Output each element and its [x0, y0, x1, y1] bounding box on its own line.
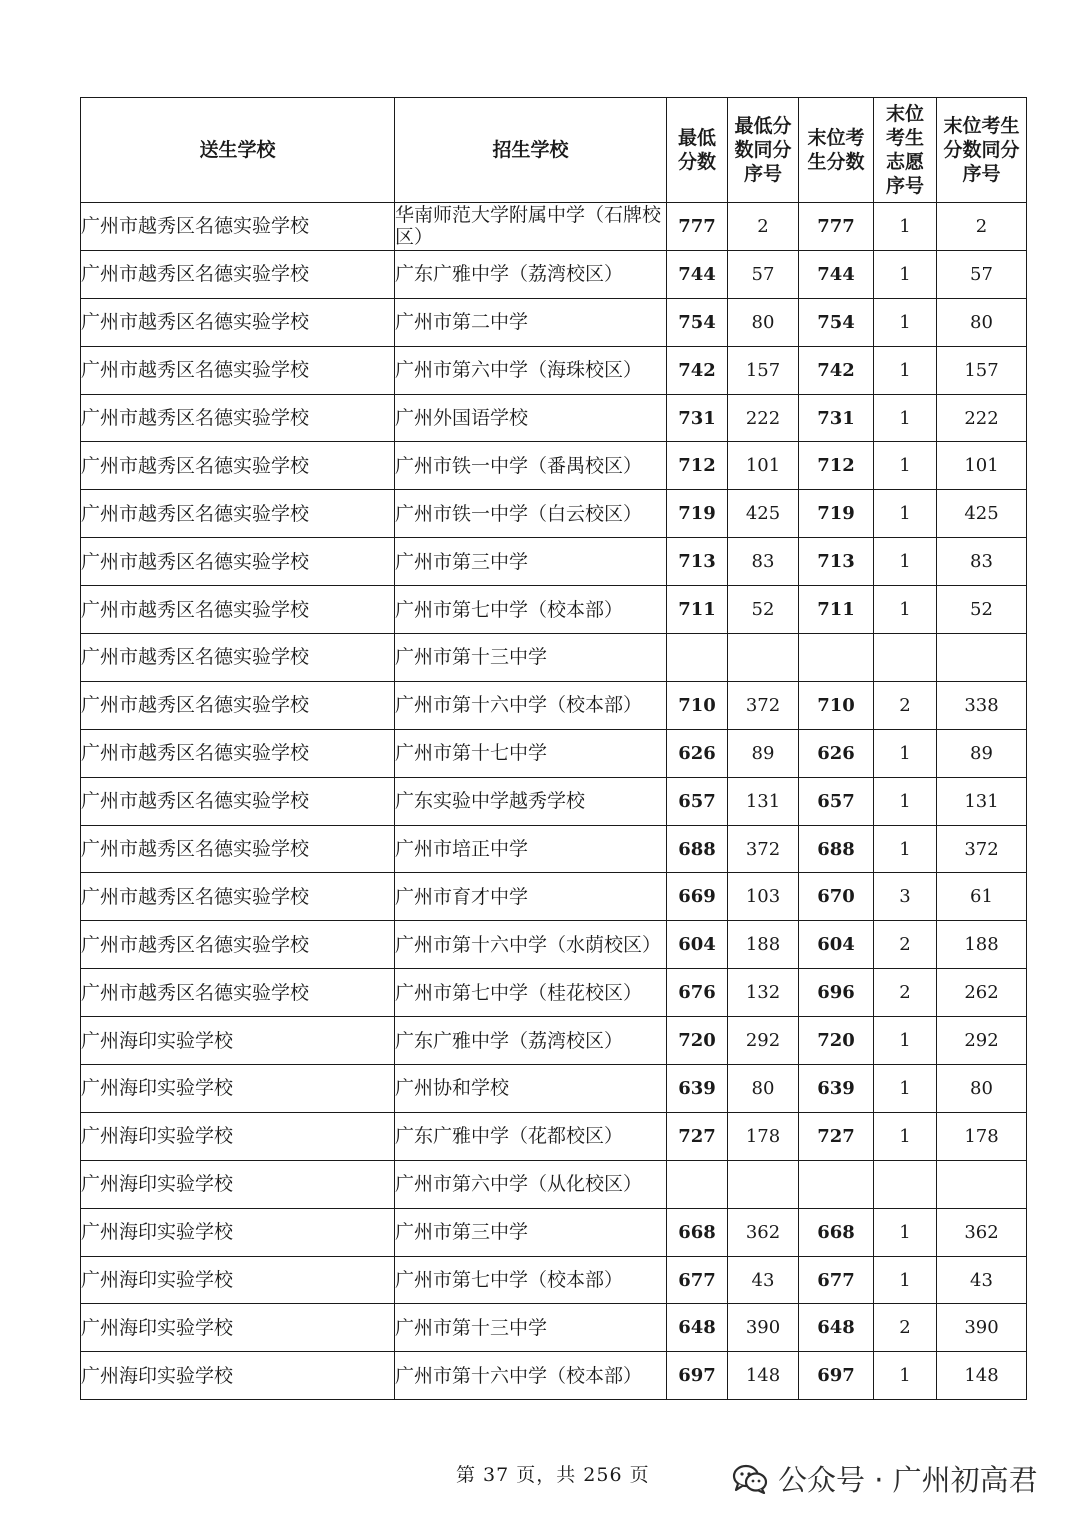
last-score-cell: 744 [799, 250, 874, 298]
table-row [81, 586, 1027, 634]
last-tie-rank-cell: 425 [937, 490, 1027, 538]
last-score-cell [799, 634, 874, 682]
table-row [81, 490, 1027, 538]
min-score-cell: 711 [667, 586, 728, 634]
header-line: 生分数 [807, 151, 865, 173]
header-line: 末位 [885, 103, 924, 125]
header-line: 分数同分 [943, 139, 1020, 161]
last-choice-rank-cell [874, 1160, 937, 1208]
min-tie-rank-cell [728, 1160, 799, 1208]
table-header-row [81, 98, 1027, 203]
min-score-cell: 648 [667, 1304, 728, 1352]
table-row [81, 298, 1027, 346]
last-score-cell: 626 [799, 729, 874, 777]
table-row [81, 1160, 1027, 1208]
min-score-cell: 713 [667, 538, 728, 586]
header-line: 招生学校 [492, 139, 569, 161]
table-row [81, 1304, 1027, 1352]
last-choice-rank-cell: 2 [874, 1304, 937, 1352]
table-row [81, 442, 1027, 490]
min-tie-rank-cell: 80 [728, 1065, 799, 1113]
last-tie-rank-cell: 222 [937, 394, 1027, 442]
last-choice-rank-cell: 1 [874, 442, 937, 490]
sender-school-cell: 广州海印实验学校 [81, 1112, 395, 1160]
table-row [81, 873, 1027, 921]
header-last-score-tie-rank [937, 98, 1027, 203]
min-score-cell: 712 [667, 442, 728, 490]
min-score-cell: 639 [667, 1065, 728, 1113]
header-line: 志愿 [885, 151, 924, 173]
last-tie-rank-cell: 57 [937, 250, 1027, 298]
last-choice-rank-cell: 1 [874, 1352, 937, 1400]
min-score-cell: 669 [667, 873, 728, 921]
last-choice-rank-cell [874, 634, 937, 682]
header-line: 末位考 [807, 127, 865, 149]
min-tie-rank-cell: 222 [728, 394, 799, 442]
min-score-cell: 677 [667, 1256, 728, 1304]
header-line: 分数 [677, 151, 716, 173]
last-score-cell: 688 [799, 825, 874, 873]
last-tie-rank-cell: 148 [937, 1352, 1027, 1400]
header-line: 数同分 [734, 139, 792, 161]
sender-school-cell: 广州市越秀区名德实验学校 [81, 442, 395, 490]
min-tie-rank-cell: 57 [728, 250, 799, 298]
min-score-cell: 668 [667, 1208, 728, 1256]
last-tie-rank-cell: 372 [937, 825, 1027, 873]
table-row [81, 346, 1027, 394]
sender-school-cell: 广州市越秀区名德实验学校 [81, 250, 395, 298]
sender-school-cell: 广州市越秀区名德实验学校 [81, 203, 395, 251]
last-choice-rank-cell: 1 [874, 825, 937, 873]
min-tie-rank-cell: 132 [728, 969, 799, 1017]
min-tie-rank-cell: 188 [728, 921, 799, 969]
last-score-cell: 639 [799, 1065, 874, 1113]
last-score-cell: 670 [799, 873, 874, 921]
header-line: 送生学校 [199, 139, 276, 161]
header-last-score [799, 98, 874, 203]
table-row [81, 969, 1027, 1017]
table-row [81, 203, 1027, 251]
header-line: 最低 [677, 127, 716, 149]
last-choice-rank-cell: 2 [874, 681, 937, 729]
min-tie-rank-cell: 157 [728, 346, 799, 394]
table-row [81, 1017, 1027, 1065]
admit-school-cell: 广州市铁一中学（番禺校区） [395, 442, 667, 490]
table-row [81, 777, 1027, 825]
sender-school-cell: 广州市越秀区名德实验学校 [81, 394, 395, 442]
last-score-cell: 719 [799, 490, 874, 538]
table-row [81, 394, 1027, 442]
min-tie-rank-cell: 362 [728, 1208, 799, 1256]
min-tie-rank-cell: 89 [728, 729, 799, 777]
sender-school-cell: 广州市越秀区名德实验学校 [81, 825, 395, 873]
last-choice-rank-cell: 1 [874, 1208, 937, 1256]
last-tie-rank-cell: 390 [937, 1304, 1027, 1352]
sender-school-cell: 广州市越秀区名德实验学校 [81, 634, 395, 682]
last-score-cell: 648 [799, 1304, 874, 1352]
min-tie-rank-cell: 103 [728, 873, 799, 921]
min-score-cell: 731 [667, 394, 728, 442]
last-choice-rank-cell: 1 [874, 1112, 937, 1160]
sender-school-cell: 广州市越秀区名德实验学校 [81, 538, 395, 586]
min-score-cell: 744 [667, 250, 728, 298]
last-choice-rank-cell: 1 [874, 203, 937, 251]
table-row [81, 538, 1027, 586]
sender-school-cell: 广州市越秀区名德实验学校 [81, 777, 395, 825]
last-choice-rank-cell: 1 [874, 394, 937, 442]
admit-school-cell: 广州市第六中学（海珠校区） [395, 346, 667, 394]
min-tie-rank-cell: 52 [728, 586, 799, 634]
last-choice-rank-cell: 1 [874, 298, 937, 346]
last-score-cell: 668 [799, 1208, 874, 1256]
last-choice-rank-cell: 1 [874, 538, 937, 586]
sender-school-cell: 广州市越秀区名德实验学校 [81, 729, 395, 777]
last-choice-rank-cell: 1 [874, 1256, 937, 1304]
min-score-cell [667, 634, 728, 682]
min-tie-rank-cell [728, 634, 799, 682]
admit-school-cell: 广州市育才中学 [395, 873, 667, 921]
last-score-cell: 697 [799, 1352, 874, 1400]
last-tie-rank-cell: 2 [937, 203, 1027, 251]
last-tie-rank-cell: 43 [937, 1256, 1027, 1304]
last-score-cell: 657 [799, 777, 874, 825]
min-tie-rank-cell: 425 [728, 490, 799, 538]
min-score-cell: 742 [667, 346, 728, 394]
last-score-cell: 604 [799, 921, 874, 969]
last-score-cell: 727 [799, 1112, 874, 1160]
sender-school-cell: 广州市越秀区名德实验学校 [81, 873, 395, 921]
last-choice-rank-cell: 1 [874, 1017, 937, 1065]
min-score-cell: 688 [667, 825, 728, 873]
min-score-cell: 697 [667, 1352, 728, 1400]
last-score-cell: 720 [799, 1017, 874, 1065]
wechat-label: 公众号 · 广州初高君 [778, 1463, 1038, 1497]
sender-school-cell: 广州海印实验学校 [81, 1017, 395, 1065]
last-score-cell: 713 [799, 538, 874, 586]
last-choice-rank-cell: 1 [874, 490, 937, 538]
last-score-cell: 742 [799, 346, 874, 394]
min-tie-rank-cell: 131 [728, 777, 799, 825]
sender-school-cell: 广州海印实验学校 [81, 1160, 395, 1208]
sender-school-cell: 广州海印实验学校 [81, 1208, 395, 1256]
sender-school-cell: 广州市越秀区名德实验学校 [81, 586, 395, 634]
min-score-cell: 754 [667, 298, 728, 346]
admit-school-cell: 广州市第十六中学（水荫校区） [395, 921, 667, 969]
admit-school-cell: 广州市培正中学 [395, 825, 667, 873]
min-tie-rank-cell: 43 [728, 1256, 799, 1304]
header-line: 序号 [743, 163, 782, 185]
last-tie-rank-cell [937, 634, 1027, 682]
header-admit-school [395, 98, 667, 203]
min-score-cell: 657 [667, 777, 728, 825]
min-tie-rank-cell: 390 [728, 1304, 799, 1352]
min-tie-rank-cell: 80 [728, 298, 799, 346]
sender-school-cell: 广州海印实验学校 [81, 1352, 395, 1400]
admit-school-cell: 华南师范大学附属中学（石牌校区） [395, 203, 667, 251]
sender-school-cell: 广州市越秀区名德实验学校 [81, 921, 395, 969]
last-tie-rank-cell: 101 [937, 442, 1027, 490]
last-tie-rank-cell: 80 [937, 298, 1027, 346]
admit-school-cell: 广州市第十三中学 [395, 1304, 667, 1352]
admit-school-cell: 广东广雅中学（荔湾校区） [395, 250, 667, 298]
page-number: 第 37 页，共 256 页 [456, 1464, 650, 1486]
last-choice-rank-cell: 1 [874, 729, 937, 777]
min-tie-rank-cell: 83 [728, 538, 799, 586]
last-score-cell: 712 [799, 442, 874, 490]
table-row [81, 250, 1027, 298]
last-score-cell: 710 [799, 681, 874, 729]
table-body [81, 203, 1027, 1400]
min-score-cell: 604 [667, 921, 728, 969]
last-tie-rank-cell: 292 [937, 1017, 1027, 1065]
last-choice-rank-cell: 1 [874, 1065, 937, 1113]
min-tie-rank-cell: 372 [728, 681, 799, 729]
sender-school-cell: 广州海印实验学校 [81, 1256, 395, 1304]
min-tie-rank-cell: 101 [728, 442, 799, 490]
admit-school-cell: 广州市第三中学 [395, 538, 667, 586]
admit-school-cell: 广州市第十六中学（校本部） [395, 681, 667, 729]
min-tie-rank-cell: 2 [728, 203, 799, 251]
min-score-cell: 719 [667, 490, 728, 538]
last-tie-rank-cell: 61 [937, 873, 1027, 921]
admit-school-cell: 广州市第七中学（校本部） [395, 1256, 667, 1304]
table-row [81, 825, 1027, 873]
last-choice-rank-cell: 1 [874, 586, 937, 634]
last-tie-rank-cell: 83 [937, 538, 1027, 586]
min-tie-rank-cell: 148 [728, 1352, 799, 1400]
sender-school-cell: 广州市越秀区名德实验学校 [81, 681, 395, 729]
sender-school-cell: 广州市越秀区名德实验学校 [81, 969, 395, 1017]
admit-school-cell: 广州外国语学校 [395, 394, 667, 442]
wechat-icon [732, 1464, 768, 1494]
header-line: 考生 [885, 127, 924, 149]
last-choice-rank-cell: 1 [874, 346, 937, 394]
table-row [81, 729, 1027, 777]
min-score-cell: 676 [667, 969, 728, 1017]
table-row [81, 634, 1027, 682]
admit-school-cell: 广州市第十六中学（校本部） [395, 1352, 667, 1400]
header-sender-school [81, 98, 395, 203]
last-tie-rank-cell [937, 1160, 1027, 1208]
min-score-cell: 626 [667, 729, 728, 777]
last-score-cell: 731 [799, 394, 874, 442]
header-line: 末位考生 [943, 115, 1020, 137]
min-score-cell: 727 [667, 1112, 728, 1160]
min-tie-rank-cell: 178 [728, 1112, 799, 1160]
sender-school-cell: 广州海印实验学校 [81, 1304, 395, 1352]
sender-school-cell: 广州市越秀区名德实验学校 [81, 298, 395, 346]
admit-school-cell: 广东广雅中学（花都校区） [395, 1112, 667, 1160]
last-score-cell: 777 [799, 203, 874, 251]
min-score-cell: 720 [667, 1017, 728, 1065]
admit-school-cell: 广州市铁一中学（白云校区） [395, 490, 667, 538]
min-tie-rank-cell: 372 [728, 825, 799, 873]
table-row [81, 1208, 1027, 1256]
admit-school-cell: 广州市第七中学（校本部） [395, 586, 667, 634]
table-row [81, 681, 1027, 729]
last-score-cell: 677 [799, 1256, 874, 1304]
min-score-cell: 710 [667, 681, 728, 729]
last-tie-rank-cell: 178 [937, 1112, 1027, 1160]
admissions-table [80, 97, 1027, 1400]
header-min-score [667, 98, 728, 203]
admit-school-cell: 广州市第六中学（从化校区） [395, 1160, 667, 1208]
admit-school-cell: 广东实验中学越秀学校 [395, 777, 667, 825]
table-row [81, 1112, 1027, 1160]
table-row [81, 921, 1027, 969]
header-line: 序号 [962, 163, 1001, 185]
table-row [81, 1352, 1027, 1400]
header-last-choice-rank [874, 98, 937, 203]
last-tie-rank-cell: 188 [937, 921, 1027, 969]
last-tie-rank-cell: 89 [937, 729, 1027, 777]
table-row [81, 1256, 1027, 1304]
last-tie-rank-cell: 338 [937, 681, 1027, 729]
admit-school-cell: 广州协和学校 [395, 1065, 667, 1113]
admit-school-cell: 广州市第十七中学 [395, 729, 667, 777]
last-tie-rank-cell: 80 [937, 1065, 1027, 1113]
last-choice-rank-cell: 3 [874, 873, 937, 921]
header-line: 最低分 [734, 115, 792, 137]
last-tie-rank-cell: 131 [937, 777, 1027, 825]
last-choice-rank-cell: 2 [874, 969, 937, 1017]
admit-school-cell: 广州市第三中学 [395, 1208, 667, 1256]
admit-school-cell: 广州市第十三中学 [395, 634, 667, 682]
wechat-watermark [732, 1458, 1038, 1499]
last-choice-rank-cell: 1 [874, 777, 937, 825]
header-line: 序号 [885, 175, 924, 197]
last-choice-rank-cell: 2 [874, 921, 937, 969]
last-choice-rank-cell: 1 [874, 250, 937, 298]
admit-school-cell: 广东广雅中学（荔湾校区） [395, 1017, 667, 1065]
min-tie-rank-cell: 292 [728, 1017, 799, 1065]
min-score-cell [667, 1160, 728, 1208]
last-tie-rank-cell: 157 [937, 346, 1027, 394]
last-score-cell [799, 1160, 874, 1208]
last-score-cell: 696 [799, 969, 874, 1017]
min-score-cell: 777 [667, 203, 728, 251]
header-min-score-tie-rank [728, 98, 799, 203]
admit-school-cell: 广州市第七中学（桂花校区） [395, 969, 667, 1017]
table-row [81, 1065, 1027, 1113]
last-tie-rank-cell: 262 [937, 969, 1027, 1017]
sender-school-cell: 广州市越秀区名德实验学校 [81, 490, 395, 538]
admit-school-cell: 广州市第二中学 [395, 298, 667, 346]
sender-school-cell: 广州海印实验学校 [81, 1065, 395, 1113]
last-tie-rank-cell: 52 [937, 586, 1027, 634]
sender-school-cell: 广州市越秀区名德实验学校 [81, 346, 395, 394]
last-score-cell: 711 [799, 586, 874, 634]
last-score-cell: 754 [799, 298, 874, 346]
last-tie-rank-cell: 362 [937, 1208, 1027, 1256]
